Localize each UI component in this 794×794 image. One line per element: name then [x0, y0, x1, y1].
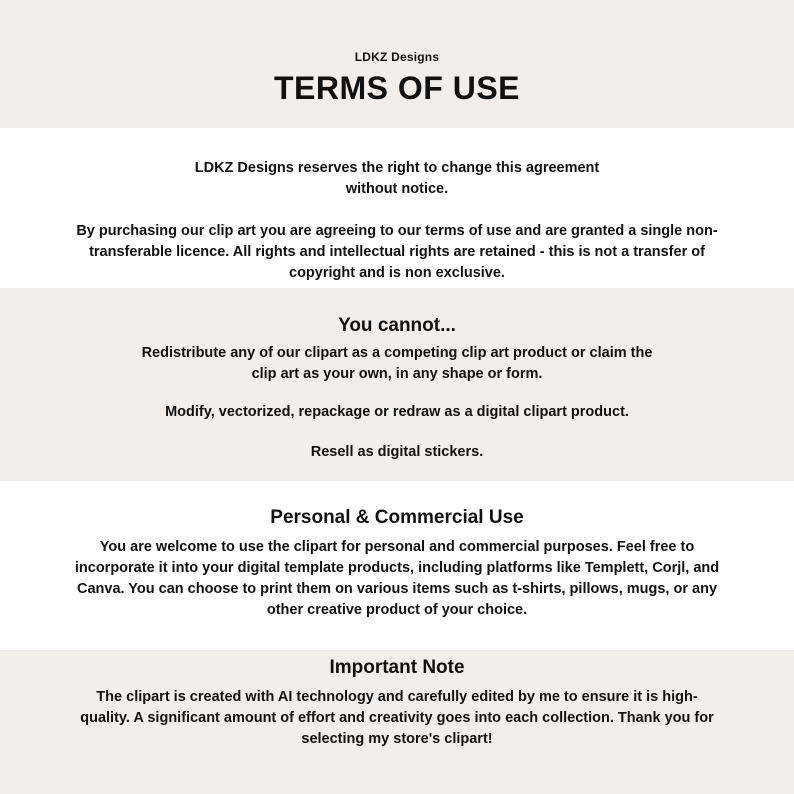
- text-line: You are welcome to use the clipart for personal and commercial purposes. Feel free to: [99, 539, 695, 555]
- text-line: Redistribute any of our clipart as a competing clip art product or claim the: [141, 345, 653, 361]
- note-paragraph: [0, 687, 794, 750]
- restrictions-heading: You cannot...: [338, 315, 456, 336]
- text-line: incorporate it into your digital template products, including platforms like Templett, Corjl, and: [74, 560, 720, 576]
- licence-statement: [0, 221, 794, 284]
- agreement-notice: [0, 158, 794, 200]
- restriction-item: Resell as digital stickers.: [310, 444, 484, 460]
- text-line: By purchasing our clip art you are agreeing to our terms of use and are granted a single non-: [76, 223, 718, 239]
- text-line: Canva. You can choose to print them on various items such as t-shirts, pillows, mugs, or any: [76, 581, 718, 597]
- brand-name: LDKZ Designs: [354, 50, 440, 64]
- note-section: [0, 650, 794, 794]
- usage-heading: Personal & Commercial Use: [270, 507, 524, 528]
- text-line: copyright and is non exclusive.: [289, 265, 505, 281]
- text-line: without notice.: [345, 181, 449, 197]
- text-line: quality. A significant amount of effort and creativity goes into each collection. Thank you for: [80, 710, 714, 726]
- intro-section: [0, 128, 794, 288]
- restriction-item: [0, 343, 794, 385]
- text-line: LDKZ Designs reserves the right to change this agreement: [194, 160, 600, 176]
- note-heading: Important Note: [329, 657, 465, 678]
- text-line: transferable licence. All rights and intellectual rights are retained - this is not a transfer of: [89, 244, 705, 260]
- text-line: The clipart is created with AI technology and carefully edited by me to ensure it is high-: [96, 689, 698, 705]
- usage-section: [0, 481, 794, 650]
- restriction-item: Modify, vectorized, repackage or redraw as a digital clipart product.: [165, 404, 629, 420]
- usage-paragraph: [0, 537, 794, 621]
- text-line: selecting my store's clipart!: [301, 731, 493, 747]
- text-line: other creative product of your choice.: [266, 602, 528, 618]
- page-title: TERMS OF USE: [273, 70, 520, 106]
- restrictions-section: [0, 288, 794, 481]
- text-line: clip art as your own, in any shape or form.: [251, 366, 543, 382]
- header-section: [0, 0, 794, 128]
